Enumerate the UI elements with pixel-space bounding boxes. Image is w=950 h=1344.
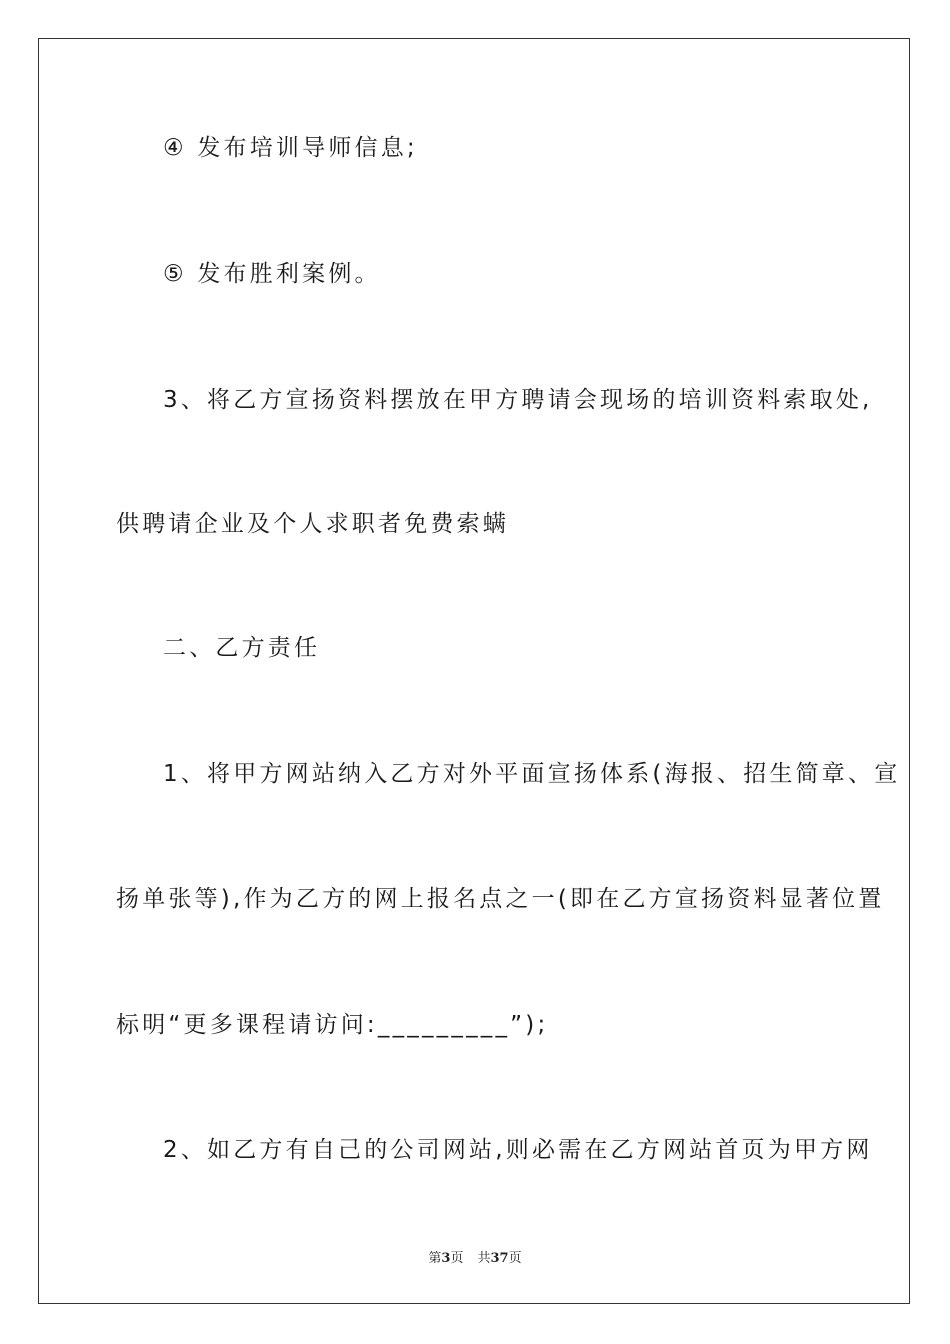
paragraph-3-line-2: 供聘请企业及个人求职者免费索螨: [116, 511, 509, 537]
page-border: [38, 38, 910, 1304]
list-item-5: ⑤ 发布胜利案例。: [163, 261, 381, 287]
list-item-4: ④ 发布培训导师信息;: [163, 135, 418, 161]
footer-total-suffix: 页: [508, 1251, 522, 1266]
paragraph-1-line-2: 扬单张等),作为乙方的网上报名点之一(即在乙方宣扬资料显著位置: [116, 886, 885, 912]
footer-page-number: 3: [441, 1251, 451, 1266]
footer-page-suffix: 页: [450, 1251, 464, 1266]
paragraph-3-line-1: 3、将乙方宣扬资料摆放在甲方聘请会现场的培训资料索取处,: [163, 387, 873, 413]
paragraph-1-line-3: 标明“更多课程请访问:_________”);: [116, 1012, 549, 1038]
paragraph-2-line-1: 2、如乙方有自己的公司网站,则必需在乙方网站首页为甲方网: [163, 1137, 873, 1163]
footer-total-pages: 37: [490, 1251, 509, 1266]
page-footer: [0, 1247, 950, 1266]
footer-page-prefix: 第: [428, 1251, 442, 1266]
footer-total-prefix: 共: [477, 1251, 491, 1266]
section-heading-party-b-duties: 二、乙方责任: [163, 635, 321, 661]
paragraph-1-line-1: 1、将甲方网站纳入乙方对外平面宣扬体系(海报、招生简章、宣: [163, 761, 901, 787]
